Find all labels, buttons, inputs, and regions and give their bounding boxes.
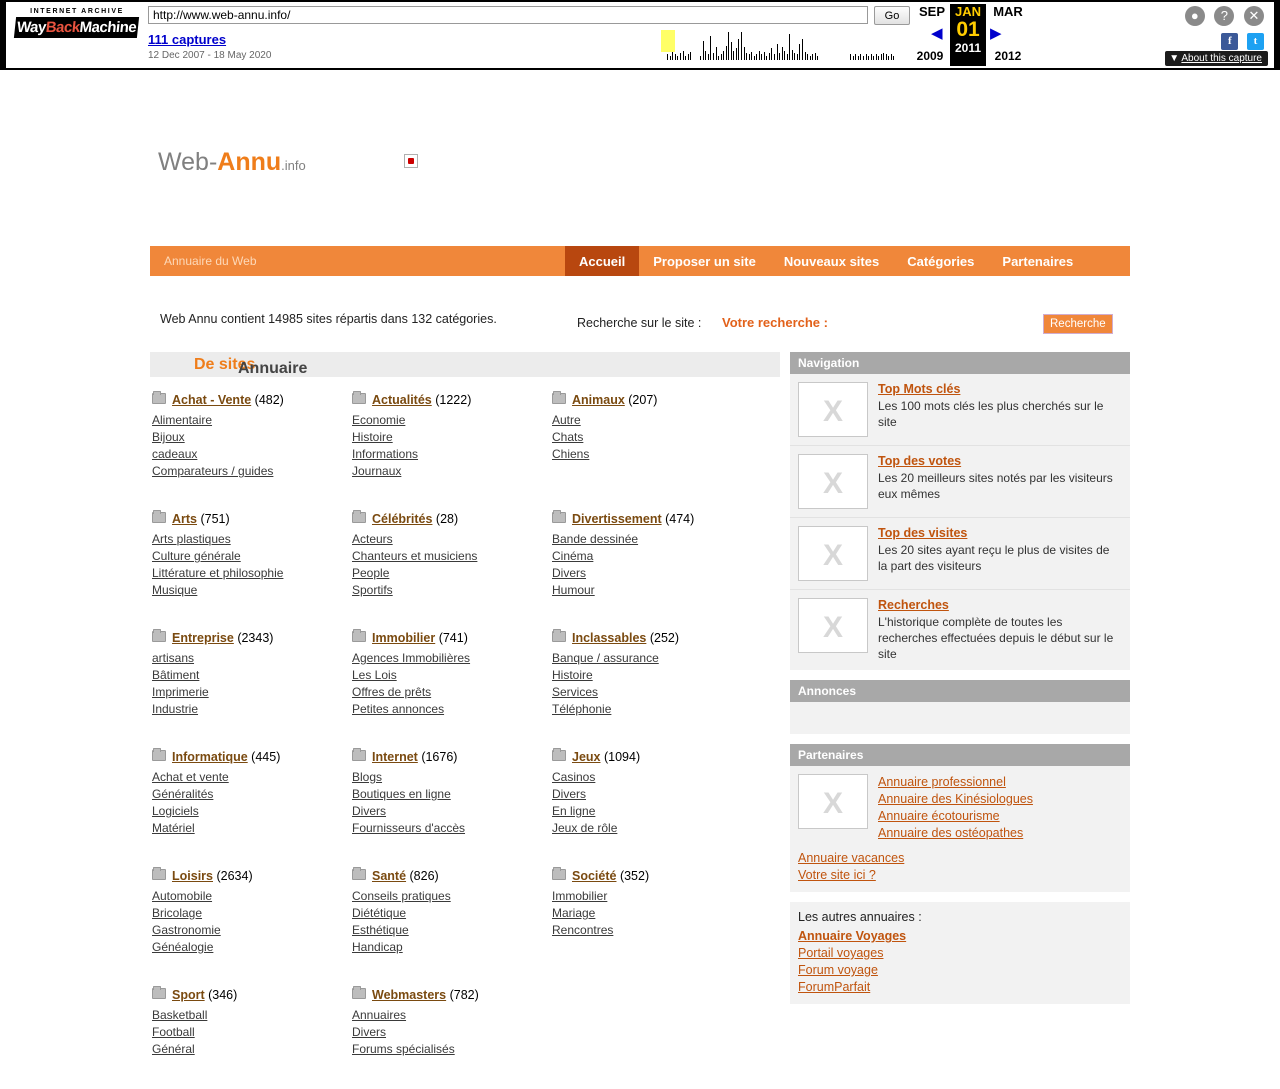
folder-icon [152, 393, 166, 404]
subcategory-link[interactable]: Bricolage [152, 906, 203, 920]
folder-icon [552, 512, 566, 523]
toolbar-icons [1179, 6, 1264, 26]
category-link[interactable]: Webmasters [372, 988, 447, 1002]
thumbnail-placeholder-icon [798, 454, 868, 509]
sidebar-nav-description: Les 20 meilleurs sites notés par les visiteurs eux mêmes [878, 471, 1113, 501]
category-count: (474) [661, 512, 695, 526]
category-row [150, 392, 790, 480]
subcategory-link[interactable]: Humour [552, 583, 595, 597]
thumbnail-placeholder-icon [798, 382, 868, 437]
category-block [150, 392, 350, 480]
wordmark-way: Way [16, 19, 48, 36]
category-title [350, 987, 550, 1003]
captures-count-link[interactable]: 111 captures [148, 32, 227, 47]
category-row [150, 749, 790, 837]
subcategory-link[interactable]: Industrie [152, 702, 199, 716]
subcategory-link[interactable]: Divers [552, 787, 587, 801]
subcategory-link[interactable]: People [352, 566, 390, 580]
category-count: (1676) [417, 750, 458, 764]
sidebar-nav-description: L'historique complète de toutes les recherches effectuées depuis le début sur le site [878, 615, 1114, 661]
sidebar-partenaires-body [790, 766, 1130, 850]
capture-histogram[interactable] [286, 30, 896, 66]
subcategory-link[interactable]: Jeux de rôle [552, 821, 618, 835]
thumbnail-placeholder-icon [798, 526, 868, 581]
category-block [350, 749, 550, 837]
category-link[interactable]: Célébrités [372, 512, 433, 526]
subcategory-link[interactable]: Alimentaire [152, 413, 213, 427]
other-directory-link[interactable]: Portail voyages [798, 946, 884, 960]
current-capture-date [950, 4, 986, 66]
brand-suffix: .info [281, 158, 306, 173]
category-link[interactable]: Entreprise [172, 631, 234, 645]
brand-prefix: Web- [158, 148, 218, 176]
sidebar-nav-text [878, 598, 1122, 662]
subcategory-link[interactable]: Chiens [552, 447, 590, 461]
other-directories-links [798, 927, 1122, 996]
folder-icon [152, 988, 166, 999]
subcategory-link[interactable]: artisans [152, 651, 195, 665]
subcategory-link[interactable]: cadeaux [152, 447, 198, 461]
subcategory-link[interactable]: En ligne [552, 804, 596, 818]
subcategory-link[interactable]: Histoire [352, 430, 393, 444]
other-directories-title: Les autres annuaires : [798, 910, 922, 924]
category-link[interactable]: Animaux [572, 393, 625, 407]
previous-capture-arrow-icon[interactable]: ◀ [931, 25, 943, 42]
category-title [350, 630, 550, 646]
nav-item-accueil[interactable]: Accueil [565, 246, 639, 276]
category-count: (2634) [213, 869, 253, 883]
folder-icon [152, 750, 166, 761]
subcategory-link[interactable]: Rencontres [552, 923, 614, 937]
next-capture-arrow-icon[interactable]: ▶ [990, 25, 1002, 42]
category-block [350, 511, 550, 599]
sidebar-nav-text [878, 454, 1122, 502]
subcategory-link[interactable]: Généalogie [152, 940, 214, 954]
category-count: (741) [435, 631, 468, 645]
other-directory-link[interactable]: Forum voyage [798, 963, 878, 977]
sidebar-nav-link[interactable]: Recherches [878, 598, 949, 612]
category-link[interactable]: Inclassables [572, 631, 647, 645]
next-month-label[interactable]: MAR [993, 4, 1023, 19]
category-title [550, 749, 750, 765]
subcategory-link[interactable]: Immobilier [552, 889, 608, 903]
selected-capture-marker [661, 30, 675, 52]
subcategory-link[interactable]: Basketball [152, 1008, 208, 1022]
category-count: (445) [247, 750, 281, 764]
subcategory-link[interactable]: Imprimerie [152, 685, 209, 699]
chevron-down-icon: ▼ [1169, 53, 1180, 64]
category-link[interactable]: Santé [372, 869, 407, 883]
category-grid [150, 392, 790, 1089]
sidebar-nav-description: Les 20 sites ayant reçu le plus de visites de la part des visiteurs [878, 543, 1110, 573]
category-title [550, 630, 750, 646]
subcategory-link[interactable]: Banque / assurance [552, 651, 659, 665]
category-title [550, 511, 750, 527]
subcategory-link[interactable]: Les Lois [352, 668, 397, 682]
category-count: (28) [432, 512, 459, 526]
subcategory-link[interactable]: Diététique [352, 906, 407, 920]
partner-links [878, 774, 1122, 842]
category-block [150, 868, 350, 956]
category-title [350, 392, 550, 408]
partner-thumbnail [798, 774, 868, 829]
nav-item-categories[interactable]: Catégories [907, 253, 975, 269]
folder-icon [352, 869, 366, 880]
category-row [150, 987, 790, 1058]
subcategory-link[interactable]: Chats [552, 430, 584, 444]
folder-icon [152, 631, 166, 642]
subcategory-link[interactable]: Achat et vente [152, 770, 229, 784]
category-title [550, 392, 750, 408]
category-block [150, 630, 350, 718]
subcategory-link[interactable]: Culture générale [152, 549, 241, 563]
sidebar-annonces-body [790, 702, 1130, 734]
category-block-empty [550, 987, 750, 1058]
folder-icon [352, 750, 366, 761]
wayback-toolbar [0, 0, 1280, 70]
subcategory-link[interactable]: Matériel [152, 821, 195, 835]
site-slogan: Annuaire du Web [164, 254, 257, 268]
subcategory-link[interactable]: Handicap [352, 940, 403, 954]
partner-link[interactable]: Annuaire vacances [798, 851, 905, 865]
partner-link[interactable]: Votre site ici ? [798, 868, 876, 882]
current-month: JAN [954, 4, 981, 19]
nav-item-partenaires[interactable]: Partenaires [1002, 253, 1074, 269]
subcategory-link[interactable]: Musique [152, 583, 198, 597]
category-link[interactable]: Informatique [172, 750, 248, 764]
category-title [150, 511, 350, 527]
sidebar-nav-text [878, 382, 1122, 430]
wayback-machine-wordmark [14, 17, 139, 38]
search-section-label: Recherche sur le site : [577, 316, 702, 330]
subcategory-link[interactable]: Arts plastiques [152, 532, 231, 546]
subcategory-link[interactable]: Automobile [152, 889, 213, 903]
subcategory-link[interactable]: Bâtiment [152, 668, 200, 682]
sidebar-navigation-list [790, 374, 1130, 670]
category-count: (1222) [431, 393, 472, 407]
category-link[interactable]: Actualités [372, 393, 432, 407]
category-count: (207) [624, 393, 658, 407]
subcategory-link[interactable]: Journaux [352, 464, 402, 478]
other-directories-panel [790, 902, 1130, 1004]
category-block [150, 511, 350, 599]
subcategory-link[interactable]: Divers [552, 566, 587, 580]
go-button[interactable]: Go [874, 6, 910, 25]
category-count: (826) [406, 869, 439, 883]
category-link[interactable]: Immobilier [372, 631, 436, 645]
subcategory-link[interactable]: Cinéma [552, 549, 594, 563]
partner-link[interactable]: Annuaire professionnel [878, 775, 1006, 789]
help-icon[interactable]: ? [1214, 6, 1234, 26]
folder-icon [152, 512, 166, 523]
subcategory-link[interactable]: Téléphonie [552, 702, 612, 716]
sidebar-annonces-header: Annonces [790, 680, 1130, 702]
category-link[interactable]: Achat - Vente [172, 393, 252, 407]
directory-header-a: Annuaire [238, 360, 308, 377]
category-block [550, 511, 750, 599]
category-row [150, 868, 790, 956]
facebook-icon[interactable]: f [1221, 33, 1238, 50]
broken-image-icon [404, 154, 418, 168]
subcategory-link[interactable]: Divers [352, 1025, 387, 1039]
sidebar-nav-link[interactable]: Top des votes [878, 454, 962, 468]
sidebar-nav-description: Les 100 mots clés les plus cherchés sur le site [878, 399, 1104, 429]
sidebar [790, 352, 1130, 1004]
subcategory-link[interactable]: Bijoux [152, 430, 185, 444]
category-title [150, 630, 350, 646]
social-icons [1216, 32, 1264, 50]
subcategory-link[interactable]: Comparateurs / guides [152, 464, 274, 478]
category-count: (482) [251, 393, 284, 407]
category-link[interactable]: Sport [172, 988, 205, 1002]
subcategory-link[interactable]: Histoire [552, 668, 593, 682]
directory-header-text [194, 356, 308, 377]
sidebar-partenaires-header: Partenaires [790, 744, 1130, 766]
category-count: (252) [646, 631, 680, 645]
category-count: (346) [204, 988, 238, 1002]
other-directory-link[interactable]: ForumParfait [798, 980, 871, 994]
subcategory-link[interactable]: Généralités [152, 787, 214, 801]
subcategory-link[interactable]: Littérature et philosophie [152, 566, 284, 580]
directory-header-b: De sites [194, 356, 256, 373]
account-icon[interactable]: ● [1185, 6, 1205, 26]
folder-icon [152, 869, 166, 880]
category-link[interactable]: Arts [172, 512, 198, 526]
category-block [150, 987, 350, 1058]
current-day: 01 [956, 18, 980, 41]
subcategory-link[interactable]: Agences Immobilières [352, 651, 471, 665]
search-button[interactable]: Recherche [1043, 314, 1113, 334]
internet-archive-label: INTERNET ARCHIVE [30, 8, 124, 15]
url-input[interactable] [148, 6, 868, 24]
category-block [350, 868, 550, 956]
sidebar-nav-row[interactable] [790, 517, 1130, 589]
category-block [550, 749, 750, 837]
twitter-icon[interactable]: t [1247, 33, 1264, 50]
category-title [350, 868, 550, 884]
subcategory-link[interactable]: Petites annonces [352, 702, 445, 716]
subcategory-link[interactable]: Chanteurs et musiciens [352, 549, 478, 563]
subcategory-link[interactable]: Annuaires [352, 1008, 407, 1022]
subcategory-link[interactable]: Football [152, 1025, 195, 1039]
nav-item-proposer-un-site[interactable]: Proposer un site [653, 253, 756, 269]
folder-icon [352, 512, 366, 523]
partner-link[interactable]: Annuaire des ostéopathes [878, 826, 1024, 840]
folder-icon [352, 988, 366, 999]
subcategory-link[interactable]: Casinos [552, 770, 596, 784]
category-block [550, 630, 750, 718]
folder-icon [352, 393, 366, 404]
category-row [150, 630, 790, 718]
close-icon[interactable]: ✕ [1244, 6, 1264, 26]
about-this-capture-label: About this capture [1181, 53, 1262, 64]
directory-header [150, 352, 780, 377]
current-year: 2011 [954, 41, 982, 55]
capture-date-range: 12 Dec 2007 - 18 May 2020 [148, 50, 272, 61]
category-row [150, 511, 790, 599]
sidebar-nav-link[interactable]: Top des visites [878, 526, 968, 540]
folder-icon [552, 869, 566, 880]
category-count: (751) [197, 512, 230, 526]
nav-item-nouveaux-sites[interactable]: Nouveaux sites [783, 253, 880, 269]
subcategory-link[interactable]: Sportifs [352, 583, 393, 597]
subcategory-link[interactable]: Esthétique [352, 923, 409, 937]
category-count: (782) [446, 988, 479, 1002]
category-title [350, 511, 550, 527]
folder-icon [552, 631, 566, 642]
wayback-toolbar-inner [4, 0, 1276, 70]
site-stats-text: Web Annu contient 14985 sites répartis dans 132 catégories. [160, 312, 497, 326]
partner-links-wide [790, 850, 1130, 892]
wordmark-back: Back [45, 19, 81, 36]
about-this-capture-button[interactable] [1165, 51, 1268, 66]
subcategory-link[interactable]: Fournisseurs d'accès [352, 821, 466, 835]
folder-icon [552, 750, 566, 761]
category-title [350, 749, 550, 765]
category-link[interactable]: Internet [372, 750, 418, 764]
main-navigation [150, 246, 1130, 276]
subcategory-link[interactable]: Informations [352, 447, 419, 461]
wordmark-machine: Machine [79, 19, 138, 36]
category-link[interactable]: Loisirs [172, 869, 213, 883]
category-count: (1094) [600, 750, 641, 764]
category-title [150, 868, 350, 884]
subcategory-link[interactable]: Logiciels [152, 804, 199, 818]
subcategory-link[interactable]: Bande dessinée [552, 532, 639, 546]
category-title [550, 868, 750, 884]
subcategory-link[interactable]: Conseils pratiques [352, 889, 451, 903]
sidebar-nav-text [878, 526, 1122, 574]
category-block [150, 749, 350, 837]
timeline-year-right[interactable]: 2012 [994, 49, 1022, 63]
subcategory-link[interactable]: Acteurs [352, 532, 393, 546]
category-block [550, 868, 750, 956]
category-title [150, 987, 350, 1003]
subcategory-link[interactable]: Offres de prêts [352, 685, 432, 699]
prev-month-label[interactable]: SEP [918, 4, 945, 19]
sidebar-navigation-header: Navigation [790, 352, 1130, 374]
category-link[interactable]: Jeux [572, 750, 601, 764]
site-logo[interactable] [158, 148, 306, 177]
folder-icon [552, 393, 566, 404]
thumbnail-placeholder-icon [798, 598, 868, 653]
subcategory-link[interactable]: Gastronomie [152, 923, 221, 937]
subcategory-link[interactable]: Forums spécialisés [352, 1042, 455, 1056]
subcategory-link[interactable]: Blogs [352, 770, 383, 784]
category-link[interactable]: Divertissement [572, 512, 662, 526]
subcategory-link[interactable]: Autre [552, 413, 581, 427]
partner-link[interactable]: Annuaire des Kinésiologues [878, 792, 1033, 806]
category-title [150, 392, 350, 408]
partner-link[interactable]: Annuaire écotourisme [878, 809, 1000, 823]
category-block [350, 630, 550, 718]
category-title [150, 749, 350, 765]
subcategory-link[interactable]: Général [152, 1042, 195, 1056]
wayback-logo[interactable] [14, 8, 140, 38]
category-block [350, 987, 550, 1058]
category-count: (2343) [233, 631, 274, 645]
category-count: (352) [616, 869, 650, 883]
other-directory-link[interactable]: Annuaire Voyages [798, 929, 907, 943]
brand-accent: Annu [217, 148, 282, 176]
subcategory-link[interactable]: Services [552, 685, 599, 699]
subcategory-link[interactable]: Boutiques en ligne [352, 787, 451, 801]
sidebar-nav-row[interactable] [790, 445, 1130, 517]
folder-icon [352, 631, 366, 642]
sidebar-nav-row[interactable] [790, 589, 1130, 670]
search-prompt-label: Votre recherche : [722, 315, 828, 330]
category-block [350, 392, 550, 480]
sidebar-nav-row[interactable] [790, 374, 1130, 445]
subcategory-link[interactable]: Mariage [552, 906, 596, 920]
subcategory-link[interactable]: Divers [352, 804, 387, 818]
category-link[interactable]: Société [572, 869, 617, 883]
timeline-year-left[interactable]: 2009 [916, 49, 944, 63]
category-block [550, 392, 750, 480]
subcategory-link[interactable]: Economie [352, 413, 406, 427]
sidebar-nav-link[interactable]: Top Mots clés [878, 382, 961, 396]
